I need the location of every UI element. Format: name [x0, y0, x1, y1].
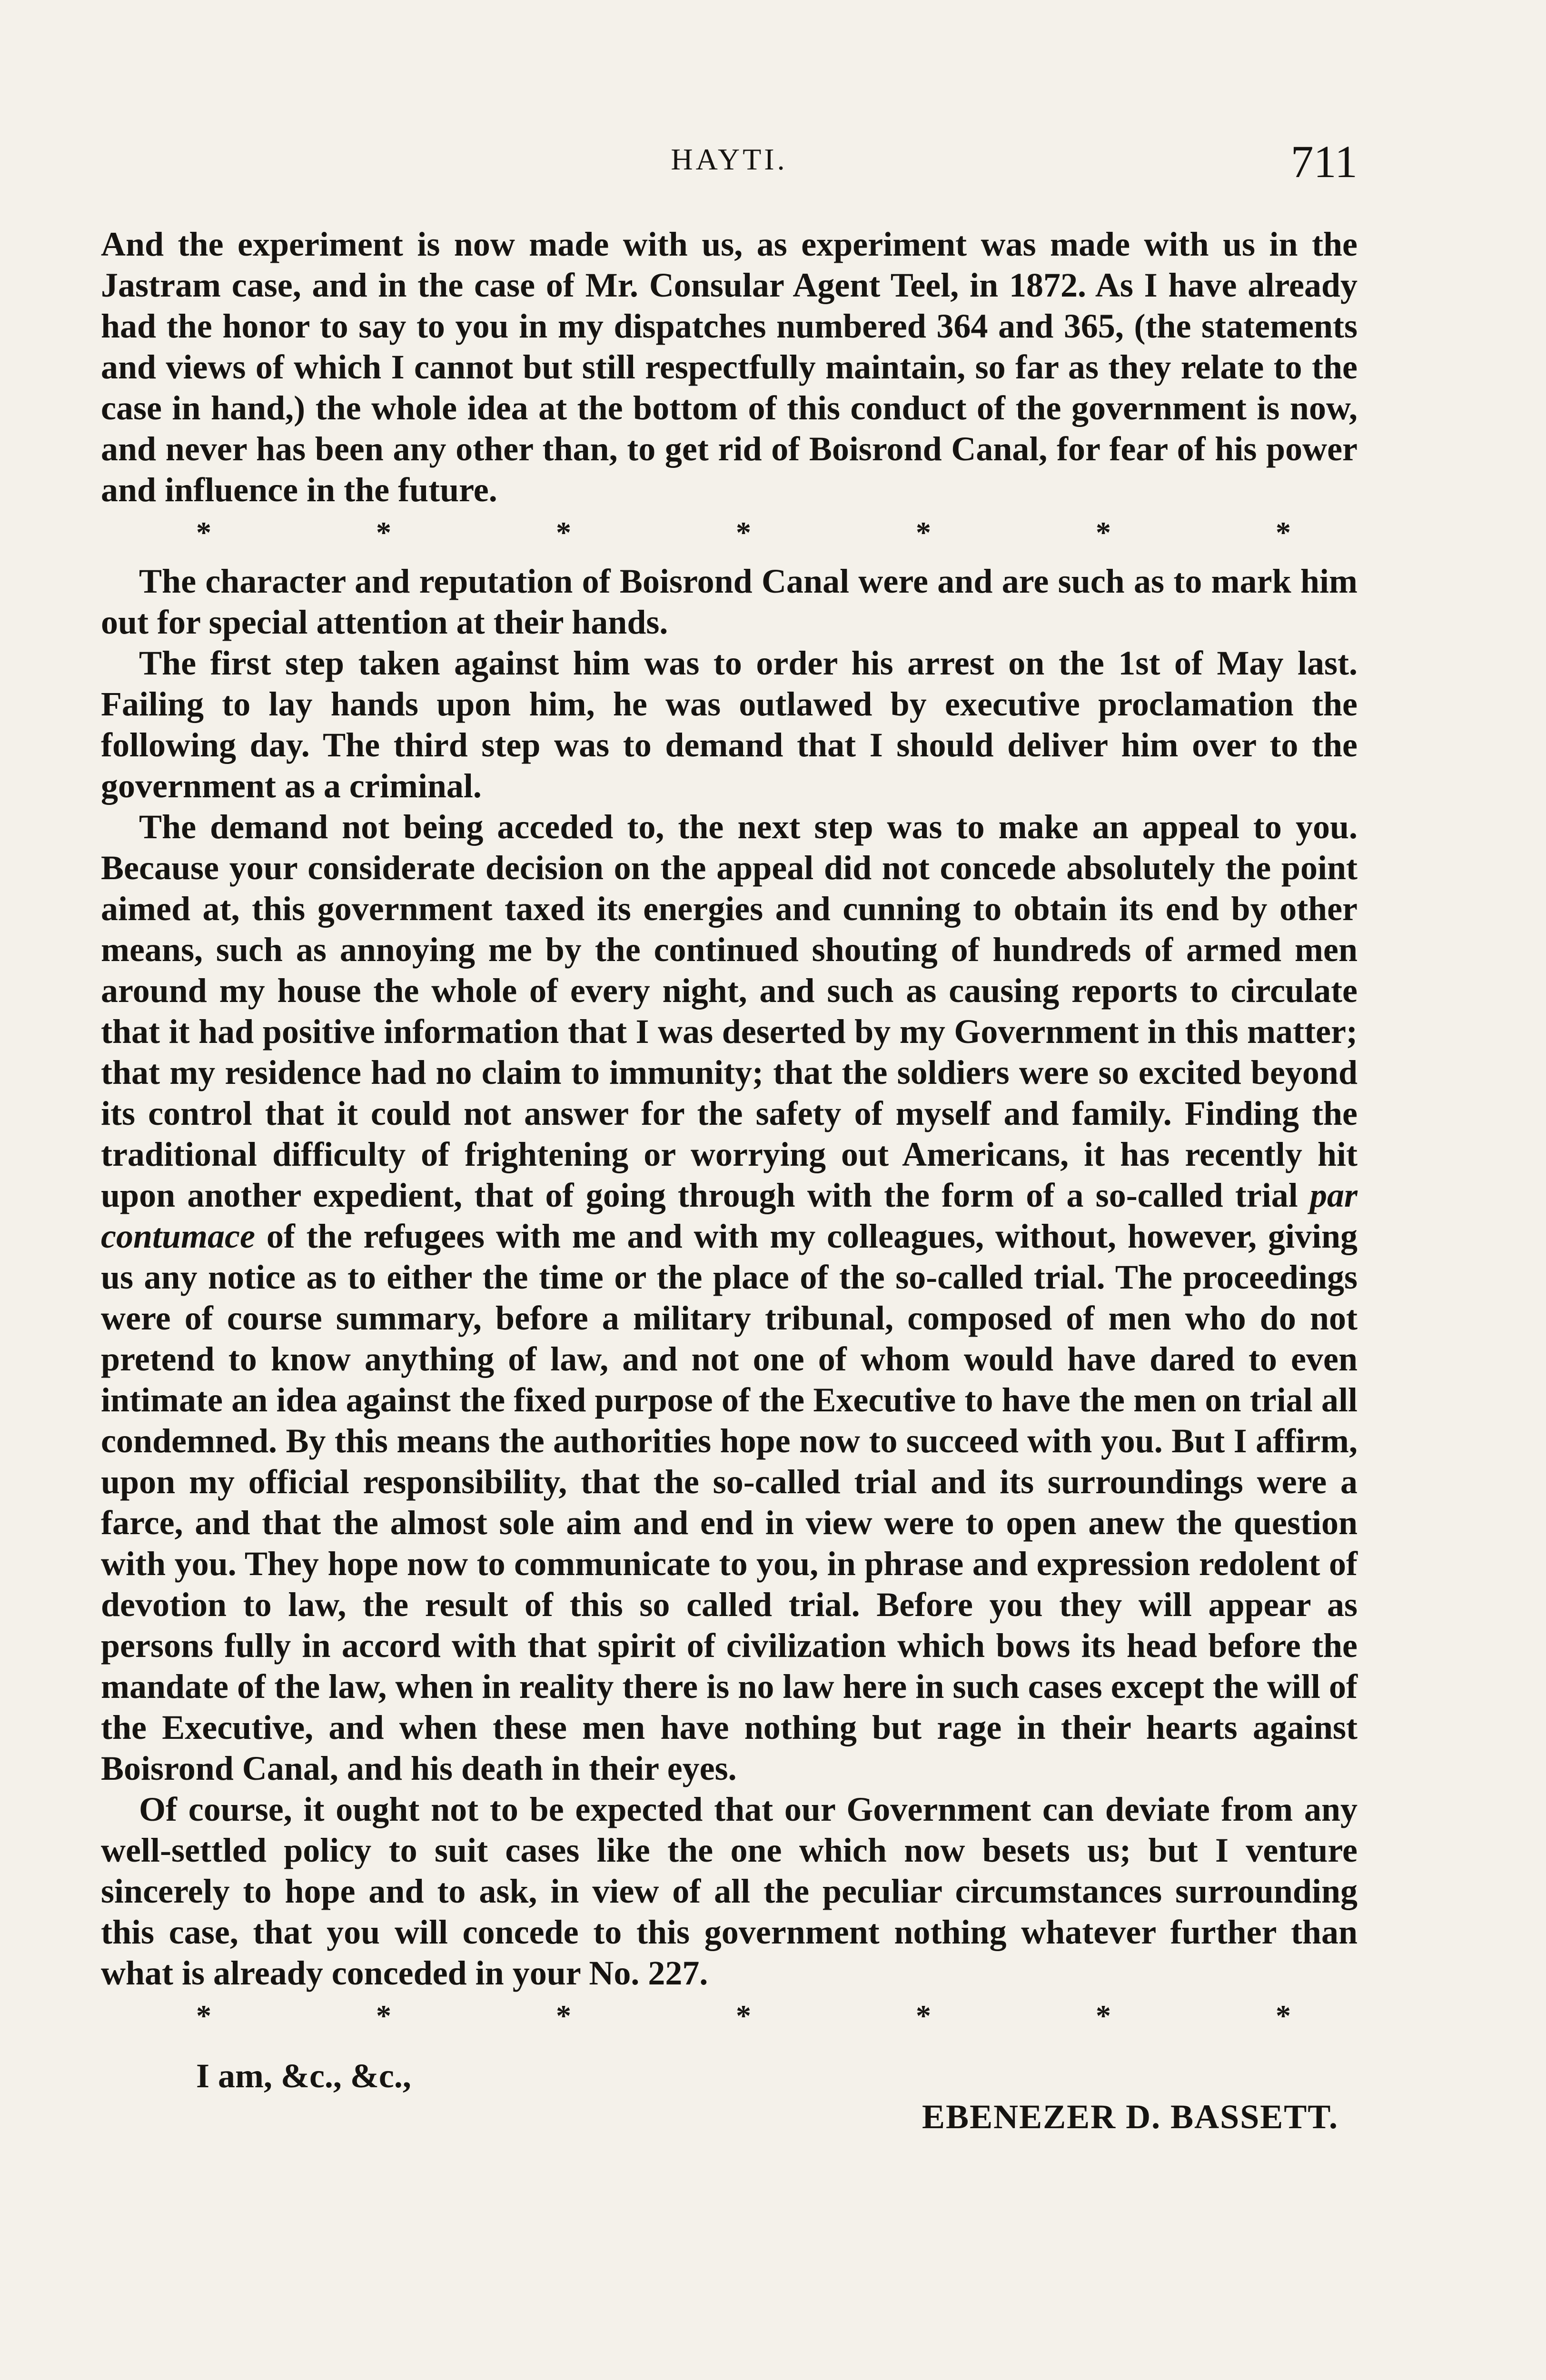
running-head: HAYTI.	[671, 142, 788, 176]
paragraph-2: The character and reputation of Boisrond Canal were and are such as to mark him out for special attention at their hands.	[101, 562, 1358, 641]
paragraph-4-part-a: The demand not being acceded to, the next step was to make an appeal to you. Because your considerate decision on the appeal did not concede absolutely the point aimed at, this government taxed its energies and cunning to obtain its end by other means, such as annoying me by the continued shouting of hundreds of armed men around my house the whole of every night, and such as causing reports to circulate that it had positive information that I was deserted by my Government in this matter; that my residence had no claim to immunity; that the soldiers were so excited beyond its control that it could not answer for the safety of myself and family. Finding the traditional difficulty of frightening or worrying out Americans, it has recently hit upon another expedient, that of going through with the form of a so-called trial	[101, 808, 1358, 1214]
asterisk: *	[916, 1999, 931, 2033]
asterisk-separator-2	[101, 1995, 1358, 2036]
asterisk: *	[196, 1999, 211, 2033]
latin-phrase: par contumace	[101, 1176, 1358, 1255]
closing-line: I am, &c., &c.,	[196, 2057, 411, 2095]
paragraph-4-part-b: of the refugees with me and with my colleagues, without, however, giving us any notice as to either the time or the place of the so-called trial. The proceedings were of course summary, before a military tribunal, composed of men who do not pretend to know anything of law, and not one of whom would have dared to even intimate an idea against the fixed purpose of the Executive to have the men on trial all condemned. By this means the authorities hope now to succeed with you. But I affirm, upon my official responsibility, that the so-called trial and its surroundings were a farce, and that the almost sole aim and end in view were to open anew the question with you. They hope now to communicate to you, in phrase and expression redolent of devotion to law, the result of this so called trial. Before you they will appear as persons fully in accord with that spirit of civilization which bows its head before the mandate of the law, when in reality there is no law here in such cases except the will of the Executive, and when these men have nothing but rage in their hearts against Boisrond Canal, and his death in their eyes.	[101, 1217, 1358, 1787]
asterisk: *	[376, 516, 391, 549]
asterisk: *	[736, 516, 751, 549]
asterisk: *	[736, 1999, 751, 2033]
asterisk: *	[196, 516, 211, 549]
asterisk: *	[556, 516, 571, 549]
asterisk: *	[556, 1999, 571, 2033]
paragraph-1: And the experiment is now made with us, as experiment was made with us in the Jastram case, and in the case of Mr. Consular Agent Teel, in 1872. As I have already had the honor to say to you in my dispatches numbered 364 and 365, (the statements and views of which I cannot but still respectfully maintain, so far as they relate to the case in hand,) the whole idea at the bottom of this conduct of the government is now, and never has been any other than, to get rid of Boisrond Canal, for fear of his power and influence in the future.	[101, 225, 1358, 509]
asterisk: *	[1096, 516, 1111, 549]
asterisk: *	[1096, 1999, 1111, 2033]
paragraph-5: Of course, it ought not to be expected that our Government can deviate from any well-settled policy to suit cases like the one which now besets us; but I venture sincerely to hope and to ask, in view of all the peculiar circumstances surrounding this case, that you will concede to this government nothing whatever further than what is already conceded in your No. 227.	[101, 1790, 1358, 1992]
signature: EBENEZER D. BASSETT.	[922, 2098, 1338, 2136]
paragraph-4	[101, 806, 1358, 1789]
asterisk: *	[376, 1999, 391, 2033]
asterisk: *	[1276, 1999, 1291, 2033]
asterisk: *	[1276, 516, 1291, 549]
page-header	[101, 136, 1358, 189]
body-text	[101, 224, 1358, 2137]
paragraph-3: The first step taken against him was to order his arrest on the 1st of May last. Failing to lay hands upon him, he was outlawed by executive proclamation the following day. The third step was to demand that I should deliver him over to the government as a criminal.	[101, 644, 1358, 805]
page-number: 711	[1290, 136, 1358, 187]
asterisk: *	[916, 516, 931, 549]
asterisk-separator-1	[101, 512, 1358, 553]
